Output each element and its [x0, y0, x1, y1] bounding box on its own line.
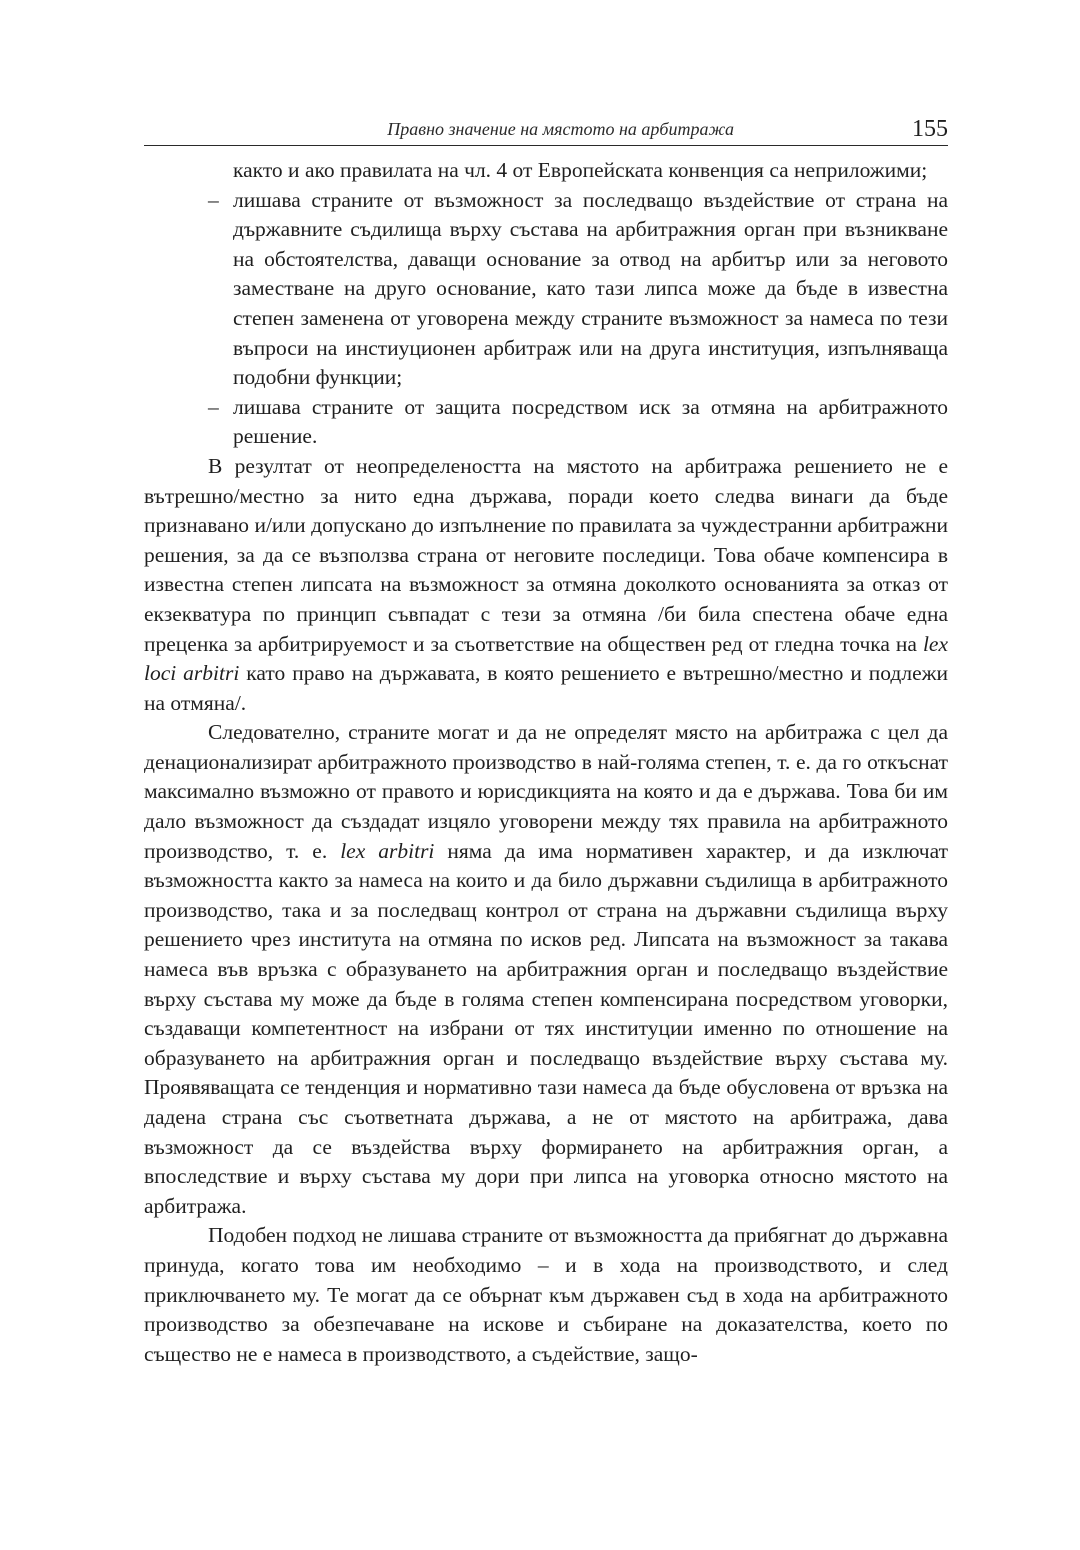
paragraph-text: няма да има нормативен характер, и да изключат възможността както за намеса на които и да било държавни съдилища в арбитражното производство, така и за последващ контрол от страна на държавни съдилища върху решението чрез института на отмяна по исков ред. Липсата на възможност за такава намеса във връзка с образуването на арбитражния орган и последващо въздействие върху състава му може да бъде в голяма степен компенсирана посредством уговорки, създаващи компетентност на избрани от тях институции именно по отношение на образуването на арбитражния орган и последващо въздействие върху състава му. Проявяващата се тенденция и нормативно тази намеса да бъде обусловена от връзка на дадена страна със съответната държава, а не от мястото на арбитража, дава възможност да се въздейства върху формирането на арбитражния орган, а впоследствие и върху състава му дори при липса на уговорка относно мястото на арбитража.	[144, 838, 948, 1218]
dash-bullet: –	[208, 187, 219, 212]
dash-bullet: –	[208, 394, 219, 419]
paragraph-text: Подобен подход не лишава страните от възможността да прибягнат до държавна принуда, когато това им необходимо – и в хода на производството, и след приключването му. Те могат да се обърнат към държавен съд в хода на арбитражното производство за обезпечаване на искове и събиране на доказателства, което по същество не е намеса в производството, а съдействие, защо-	[144, 1223, 948, 1366]
running-header	[144, 112, 948, 146]
paragraph-state-coercion	[144, 1221, 948, 1369]
latin-term-lex-loci-arbitri: lex loci arbitri	[144, 631, 948, 686]
latin-term-lex-arbitri: lex arbitri	[340, 838, 435, 863]
paragraph-indeterminacy	[144, 452, 948, 718]
list-item-text: лишава страните от възможност за последващо въздействие от страна на държавните съдилища върху състава на арбитражния орган при възникване на обстоятелства, даващи основание за отвод на арбитър или за неговото заместване на друго основание, като тази липса може да бъде в известна степен заменена от уговорена между страните възможност за намеса по тези въпроси на инстиуционен арбитраж или на друга институция, изпълняваща подобни функции;	[233, 187, 948, 390]
paragraph-text: като право на държавата, в която решението е вътрешно/местно и подлежи на отмяна/.	[144, 661, 948, 715]
list-item	[208, 393, 948, 452]
paragraph-text: В резултат от неопределеността на мястото на арбитража решението не е вътрешно/местно за нито една държава, поради което следва винаги да бъде признавано и/или допускано до изпълнение по правилата за чуждестранни арбитражни решения, за да се възползва страна от неговите последици. Това обаче компенсира в известна степен липсата на възможност за отмяна доколкото основанията за отказ от екзекватура по принцип съвпадат с тези за отмяна /би била спестена обаче една преценка за арбитрируемост и за съответствие на обществен ред от гледна точка на	[144, 453, 948, 656]
page-body	[144, 156, 948, 1369]
paragraph-text: Следователно, страните могат и да не определят място на арбитража с цел да денационализират арбитражното производство в най-голяма степен, т. е. да го откъснат максимално възможно от правото и юрисдикцията на която и да е държава. Това би им дало възможност да създадат изцяло уговорени между тях правила на арбитражното производство, т. е.	[144, 720, 948, 863]
page-number: 155	[912, 116, 948, 142]
list-item-text: лишава страните от защита посредством иск за отмяна на арбитражното решение.	[233, 394, 948, 449]
paragraph-denationalization	[144, 718, 948, 1221]
running-title: Правно значение на мястото на арбитража	[387, 119, 734, 139]
list-item	[208, 186, 948, 393]
list-item-continuation: както и ако правилата на чл. 4 от Европейската конвенция са неприложими;	[233, 158, 928, 182]
